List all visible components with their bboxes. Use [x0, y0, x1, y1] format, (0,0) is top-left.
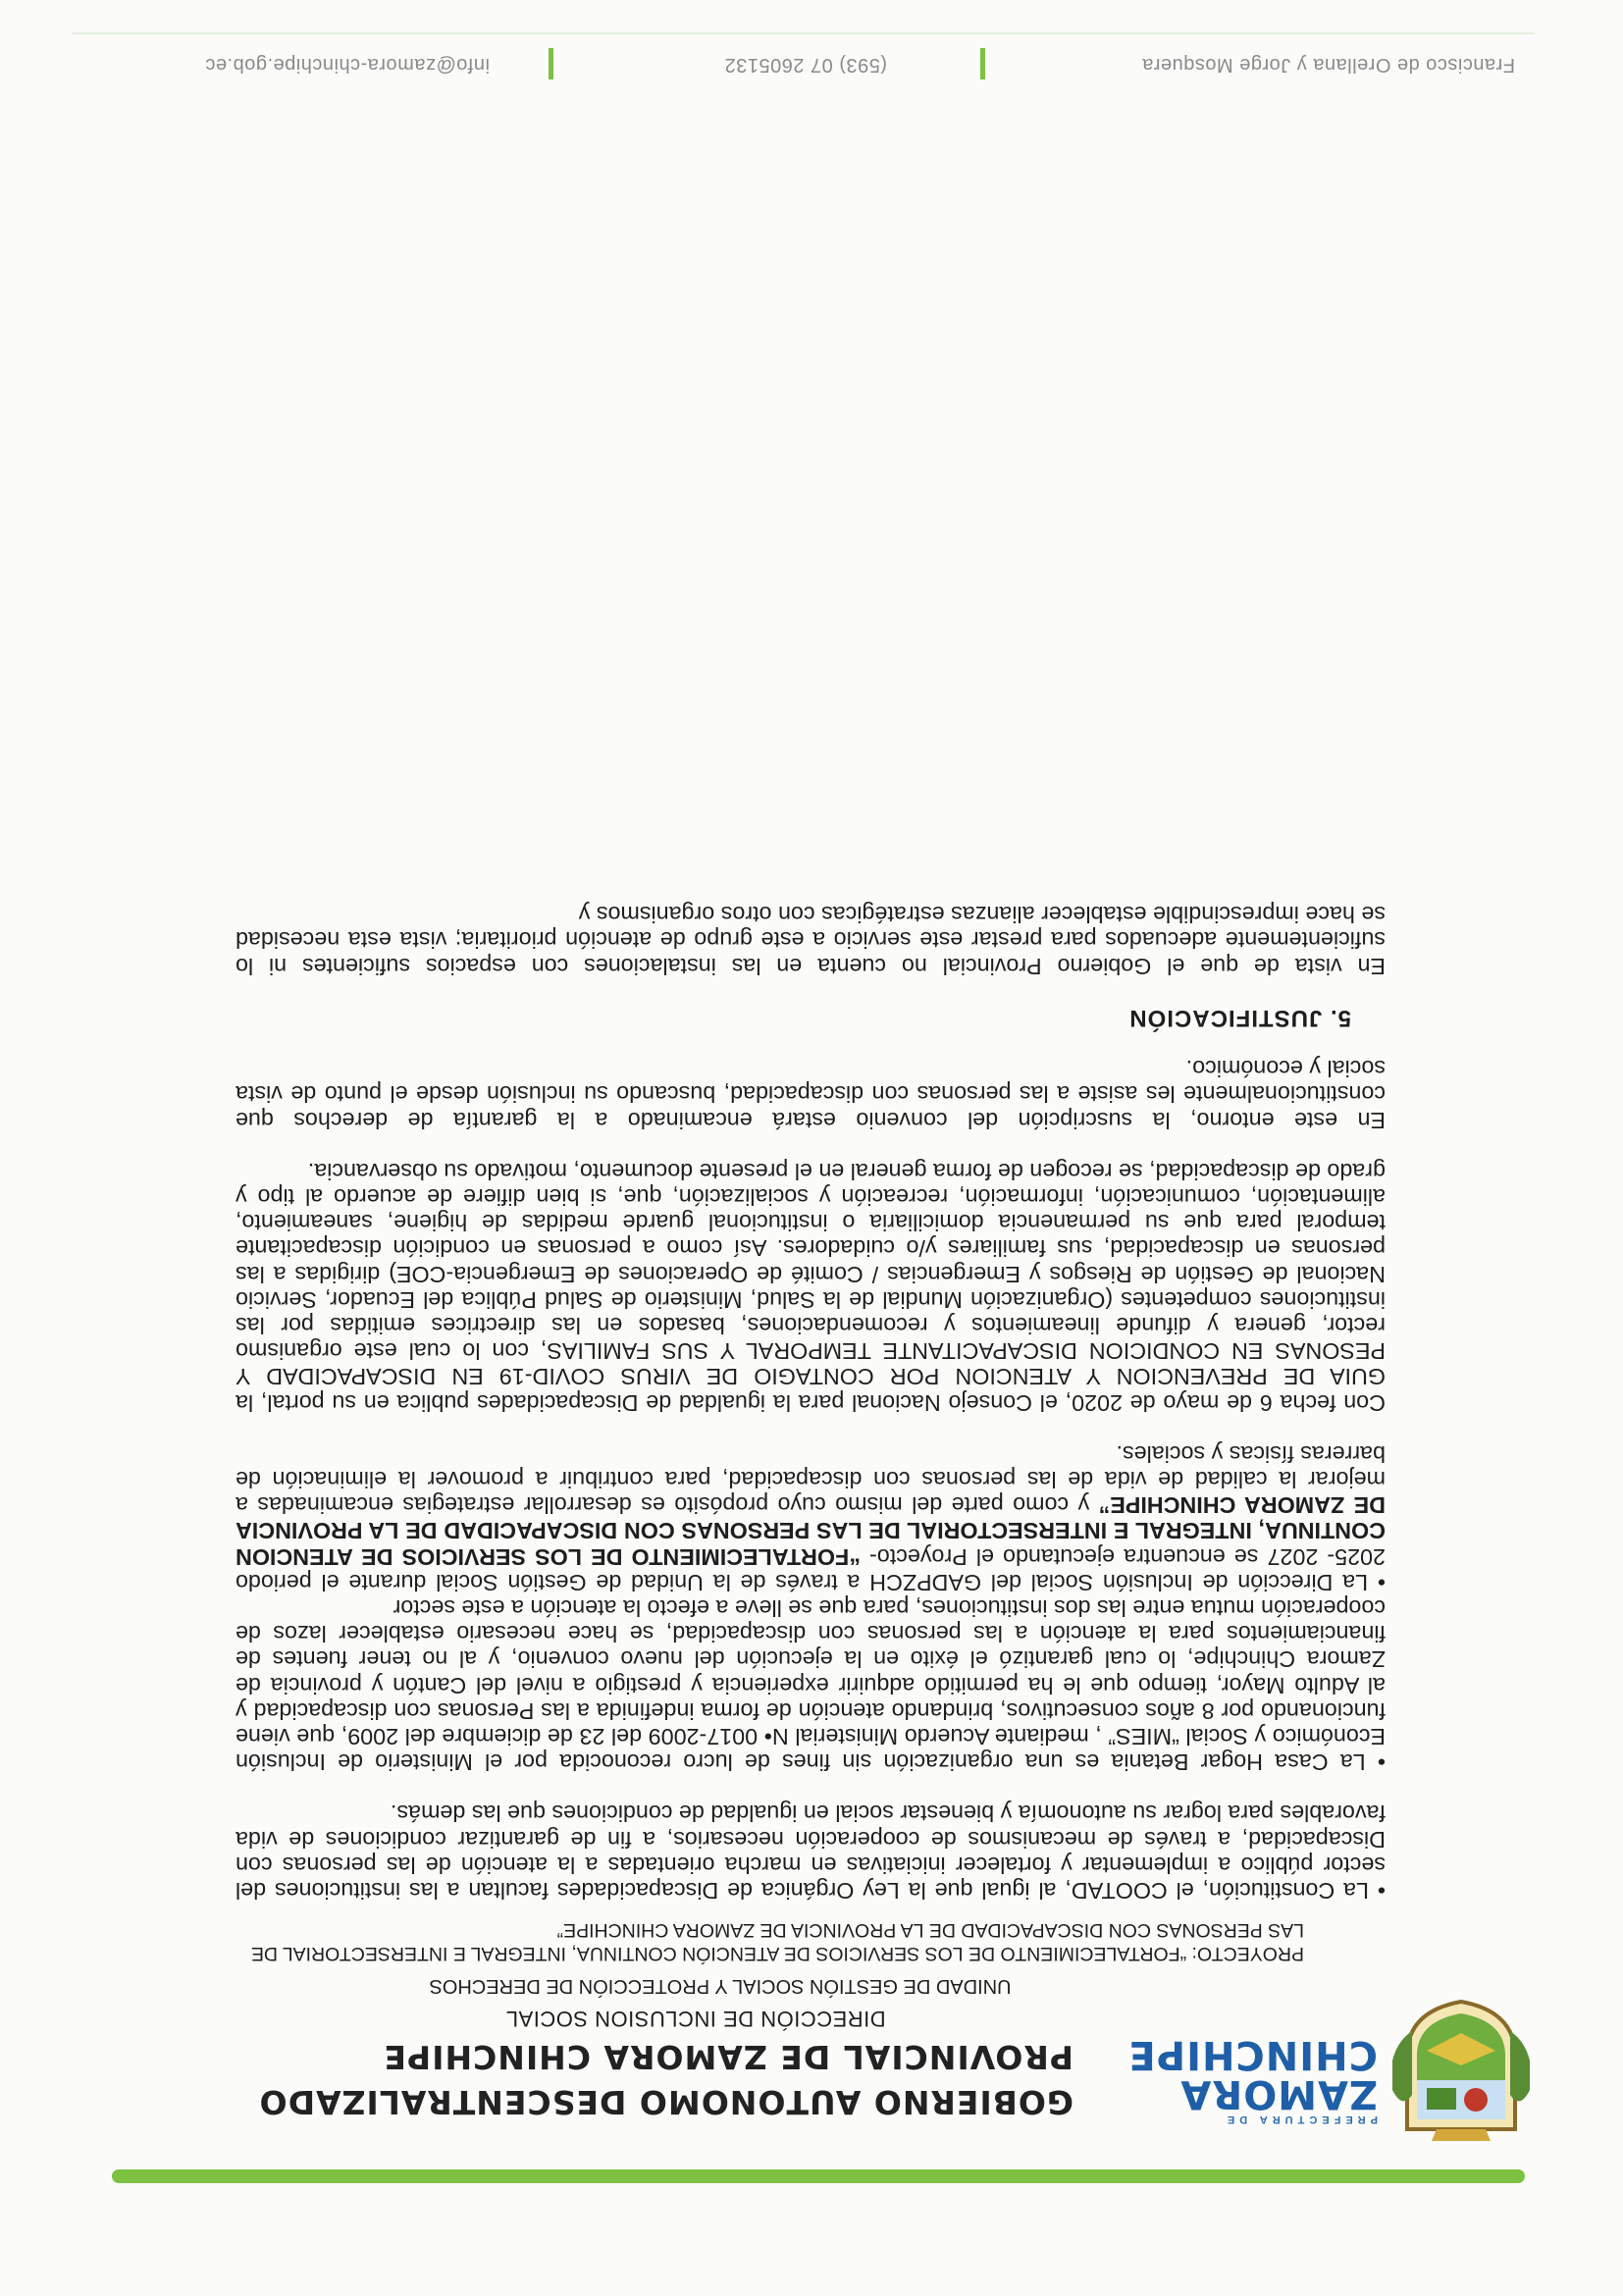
body-text: [236, 876, 1386, 1904]
paragraph-project-title: “FORTALECIMIENTO DE LOS SERVICIOS DE ATENCION CONTINUA, INTEGRAL E INTERSECTORIAL DE LAS PERSONAS CON DISCAPACIDAD DE LA PROVINCIA DE ZAMORA CHINCHIPE”: [235, 1492, 1386, 1570]
brand-name-line1: ZAMORA: [1179, 2071, 1378, 2116]
footer-address: Francisco de Orellana y Jorge Mosquera: [1141, 54, 1515, 76]
footer-rule: [73, 32, 1535, 34]
footer-phone: (593) 07 2605132: [724, 54, 887, 76]
government-title-line2: PROVINCIAL DE ZAMORA CHINCHIPE: [383, 2038, 1073, 2076]
unit-name: UNIDAD DE GESTIÓN SOCIAL Y PROTECCIÓN DE DERECHOS: [429, 1975, 1012, 1997]
brand-name-line2: CHINCHIPE: [1127, 2032, 1378, 2077]
government-title: [92, 2034, 1073, 2124]
paragraph-covid-guide: Con fecha 6 de mayo de 2020, el Consejo Nacional para la igualdad de Discapacidades publica en su portal, la GUIA DE PREVENCION Y ATENCION POR CONTAGIO DE VIRUS COVID-19 EN DISCAPACIDAD Y PESONAS EN CONDICION DISCAPACITANTE TEMPORAL Y SUS FAMILIAS, con lo cual este organismo rector, genera y difunde lineamientos y recomendaciones, basados en las directrices emitidas por las instituciones competentes (Organización Mundial de la Salud, Ministerio de Salud Pública del Ecuador, Servicio Nacional de Gestión de Riesgos y Emergencias / Comité de Operaciones de Emergencia-COE) dirigidas a las personas en discapacidad, sus familiares y/o cuidadores. Así como a personas en condición discapacitante temporal para que su permanencia domiciliaria o institucional guarde medidas de higiene, saneamiento, alimentación, comunicación, información, recreación y socialización, que, si bien difiere de acuerdo al tipo y grado de discapacidad, se recogen de forma general en el presente documento, motivado su observancia.: [236, 1158, 1386, 1416]
paragraph-constitution: • La Constitución, el COOTAD, al igual que la Ley Orgánica de Discapacidades facultan a las instituciones del sector público a implementar y fortalecer iniciativas en marcha orientadas a la atención de las personas con Discapacidad, a través de mecanismos de cooperación necesarios, a fin de garantizar condiciones de vida favorables para lograr su autonomía y bienestar social en igualdad de condiciones que las demás.: [236, 1800, 1386, 1904]
footer-separator: [549, 48, 553, 79]
paragraph-agreement: En este entorno, la suscripción del convenio estará encaminado a la garantía de derechos que constitucionalmente les asiste a las personas con discapacidad, buscando su inclusión desde el punto de vista social y económico.: [236, 1056, 1386, 1133]
government-title-line1: GOBIERNO AUTONOMO DESCENTRALIZADO: [258, 2083, 1073, 2121]
paragraph-justification: En vista de que el Gobierno Provincial no cuenta en las instalaciones con espacios suficientes ni lo suficientemente adecuados para prestar este servicio a este grupo de atención prioritaria; vista esta necesidad se hace imprescindible establecer alianzas estratégicas con otros organismos y: [236, 902, 1386, 979]
provincial-crest-icon: [1387, 1997, 1535, 2149]
footer-email: info@zamora-chinchipe.gob.ec: [204, 54, 490, 76]
header-green-rule: [112, 2169, 1525, 2183]
paragraph-project-rest: y como parte del mismo cuyo propósito es desarrollar estrategias encaminadas a mejorar la calidad de vida de las personas con discapacidad, para contribuir a promover la eliminación de barreras físicas y sociales.: [235, 1440, 1386, 1519]
brand-prefix: PREFECTURA DE: [1222, 2113, 1378, 2125]
paragraph-project-intro: • La Dirección de Inclusión Social del GADPZCH a través de la Unidad de Gestión Social durante el periodo 2025- 2027 se encuentra ejecutando el Proyecto-: [236, 1543, 1386, 1595]
paragraph-casa-hogar: • La Casa Hogar Betania es una organización sin fines de lucro reconocida por el Ministerio de Inclusión Económico y Social “MIES” , mediante Acuerdo Ministerial N• 0017-2009 del 23 de diciembre del 2009, que viene funcionando por 8 años consecutivos, brindando atención de forma indefinida a las Personas con discapacidad y al Adulto Mayor, tiempo que le ha permitido adquirir experiencia y prestigio a nivel del Cantón y provincia de Zamora Chinchipe, lo cual garantizó el éxito en la ejecución del nuevo convenio, y al no tener fuentes de financiamientos para la atención a las personas con discapacidad, se hace necesario establecer lazos de cooperación mutua entre las dos instituciones, para que se lleve a efecto la atención a este sector: [236, 1594, 1386, 1776]
project-title: PROYECTO: “FORTALECIMIENTO DE LOS SERVICIOS DE ATENCIÓN CONTINUA, INTEGRAL E INTERSECTORIAL DE LAS PERSONAS CON DISCAPACIDAD DE LA PROVINCIA DE ZAMORA CHINCHIPE”: [250, 1919, 1304, 1964]
department-name: DIRECCIÓN DE INCLUSION SOCIAL: [505, 2007, 886, 2031]
paragraph-project: [236, 1441, 1386, 1595]
prefectura-brand: [1127, 2032, 1378, 2125]
footer-separator: [980, 48, 985, 79]
footer: [73, 44, 1535, 83]
section-heading-justification: 5. JUSTIFICACIÓN: [1128, 1004, 1351, 1031]
